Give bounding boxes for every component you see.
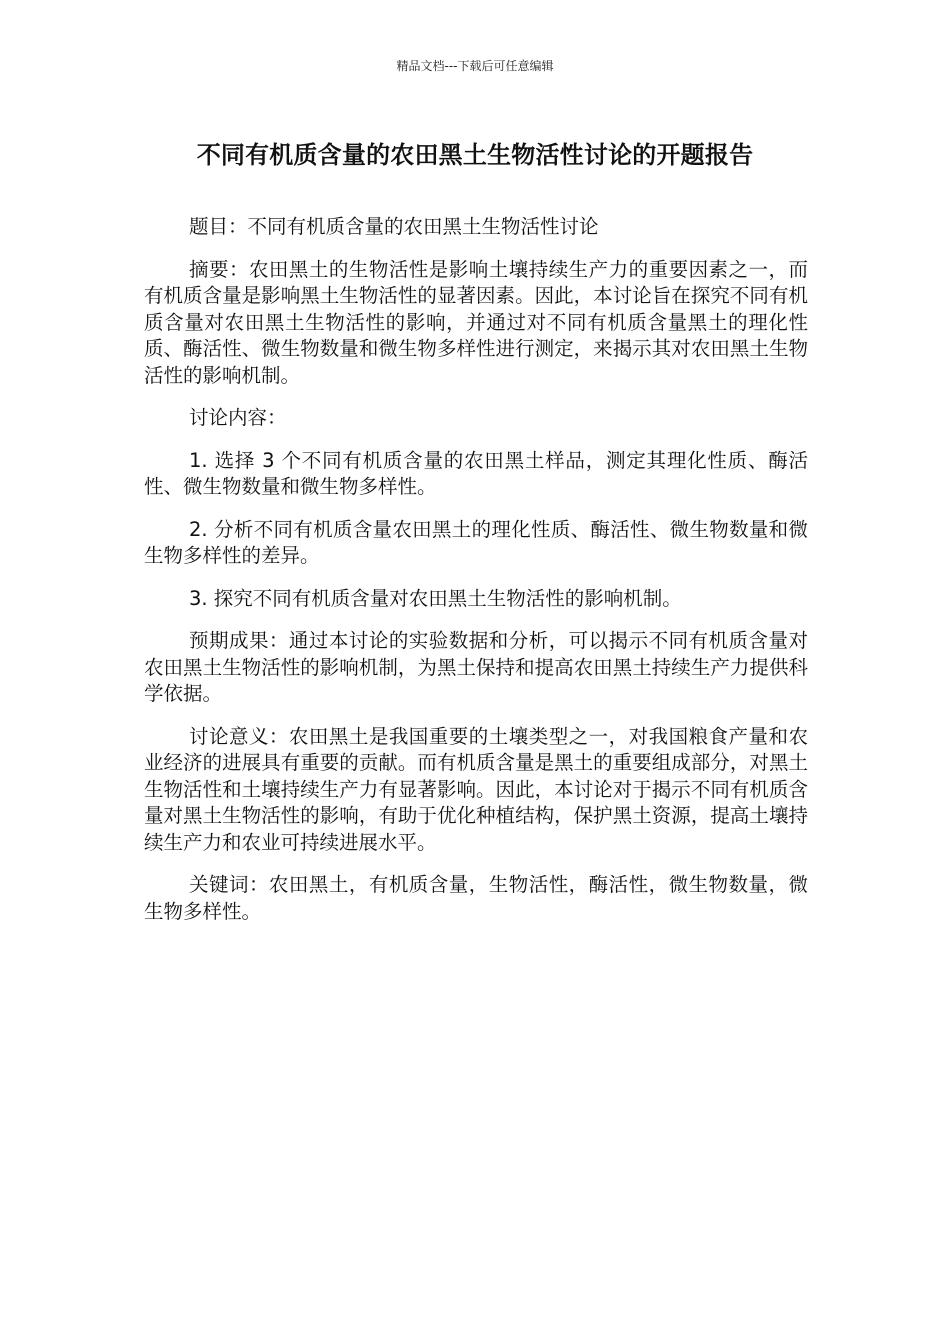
paragraph-significance: 讨论意义：农田黑土是我国重要的土壤类型之一，对我国粮食产量和农业经济的进展具有重要的贡献。而有机质含量是黑土的重要组成部分，对黑土生物活性和土壤持续生产力有显著影响。因此，本讨论对于揭示不同有机质含量对黑土生物活性的影响，有助于优化种植结构，保护黑土资源，提高土壤持续生产力和农业可持续进展水平。: [144, 724, 808, 854]
paragraph-item-1: 1. 选择 3 个不同有机质含量的农田黑土样品，测定其理化性质、酶活性、微生物数量和微生物多样性。: [144, 448, 808, 498]
paragraph-expected-results: 预期成果：通过本讨论的实验数据和分析，可以揭示不同有机质含量对农田黑土生物活性的影响机制，为黑土保持和提高农田黑土持续生产力提供科学依据。: [144, 629, 808, 705]
paragraph-keywords: 关键词：农田黑土，有机质含量，生物活性，酶活性，微生物数量，微生物多样性。: [144, 873, 808, 923]
paragraph-item-2: 2. 分析不同有机质含量农田黑土的理化性质、酶活性、微生物数量和微生物多样性的差异。: [144, 517, 808, 567]
document-title: 不同有机质含量的农田黑土生物活性讨论的开题报告: [196, 141, 754, 169]
document-body: [144, 214, 808, 941]
paragraph-content-heading: 讨论内容：: [189, 406, 287, 429]
page-header: 精品文档---下载后可任意编辑: [396, 59, 554, 73]
paragraph-abstract: 摘要：农田黑土的生物活性是影响土壤持续生产力的重要因素之一，而有机质含量是影响黑土生物活性的显著因素。因此，本讨论旨在探究不同有机质含量对农田黑土生物活性的影响，并通过对不同有机质含量黑土的理化性质、酶活性、微生物数量和微生物多样性进行测定，来揭示其对农田黑土生物活性的影响机制。: [144, 257, 808, 387]
paragraph-topic: 题目：不同有机质含量的农田黑土生物活性讨论: [189, 215, 599, 238]
paragraph-item-3: 3. 探究不同有机质含量对农田黑土生物活性的影响机制。: [189, 586, 682, 610]
